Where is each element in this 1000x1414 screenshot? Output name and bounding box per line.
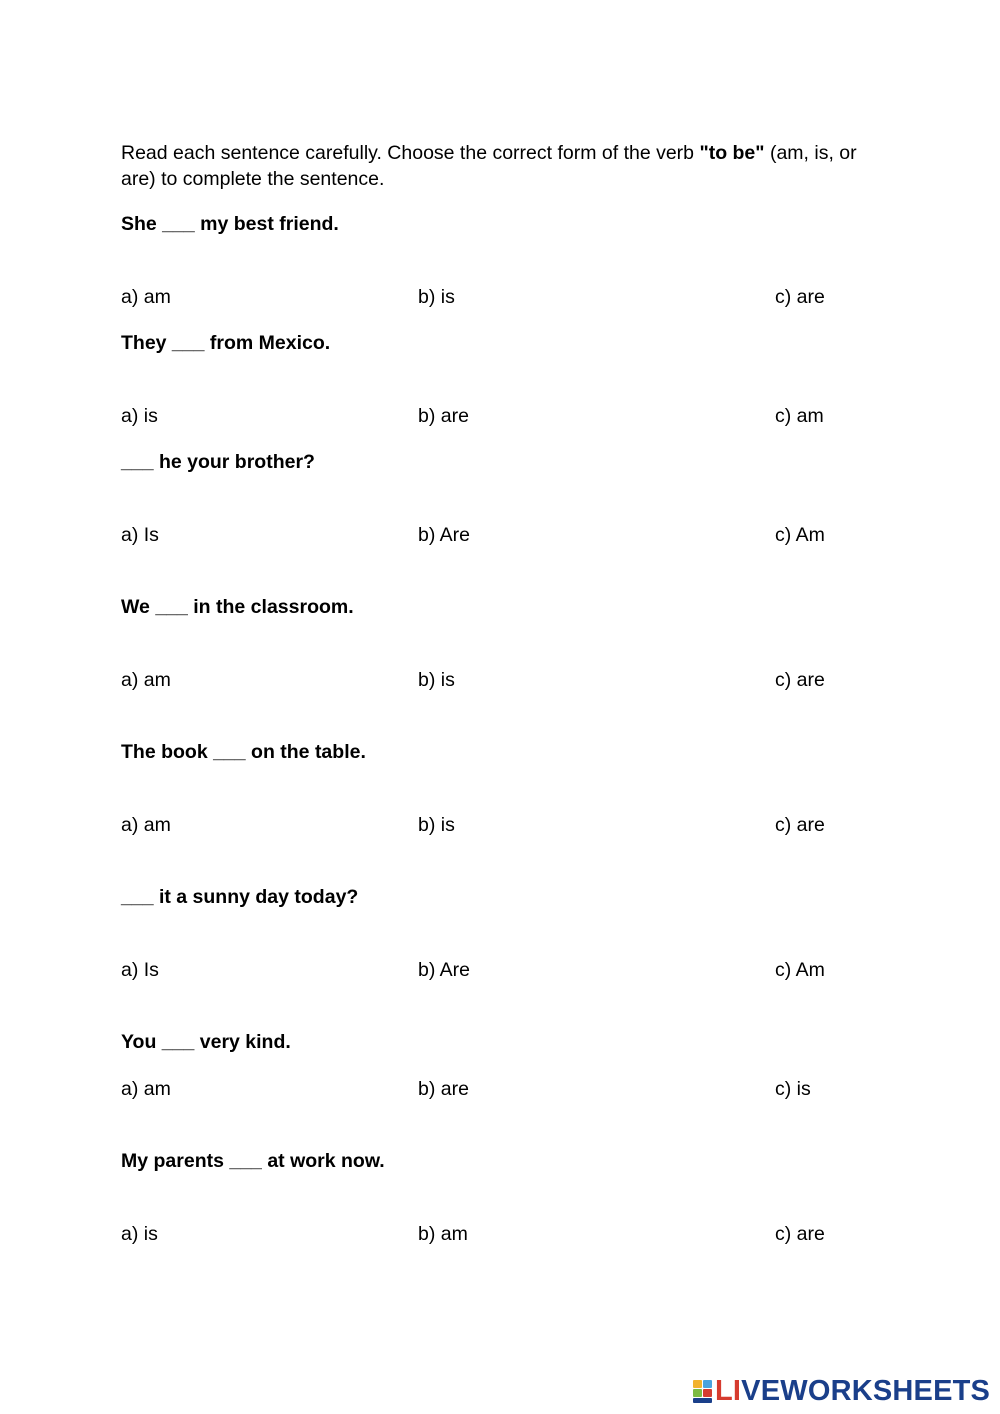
question-2: They ___ from Mexico. [121,332,331,354]
option-a[interactable]: a) is [121,405,158,427]
option-a[interactable]: a) am [121,669,171,691]
option-c[interactable]: c) Am [775,959,825,981]
option-c[interactable]: c) are [775,669,825,691]
option-a[interactable]: a) is [121,1223,158,1245]
liveworksheets-wordmark [715,1375,990,1408]
option-b[interactable]: b) are [418,405,469,427]
option-b[interactable]: b) is [418,814,455,836]
instructions [121,140,881,192]
option-b[interactable]: b) Are [418,959,471,981]
option-b[interactable]: b) Are [418,524,471,546]
option-b[interactable]: b) am [418,1223,468,1245]
option-c[interactable]: c) are [775,814,825,836]
option-a[interactable]: a) am [121,286,171,308]
option-b[interactable]: b) is [418,669,455,691]
question-8: My parents ___ at work now. [121,1150,385,1172]
option-c[interactable]: c) am [775,405,824,427]
option-a[interactable]: a) Is [121,959,159,981]
question-5: The book ___ on the table. [121,741,366,763]
option-b[interactable]: b) are [418,1078,469,1100]
option-a[interactable]: a) Is [121,524,159,546]
question-1: She ___ my best friend. [121,213,339,235]
question-6: ___ it a sunny day today? [121,886,359,908]
option-a[interactable]: a) am [121,814,171,836]
brand-prefix: LI [715,1374,742,1407]
option-a[interactable]: a) am [121,1078,171,1100]
question-3: ___ he your brother? [121,451,315,473]
option-c[interactable]: c) are [775,286,825,308]
brand-rest: VEWORKSHEETS [741,1374,991,1407]
liveworksheets-logo [693,1376,990,1406]
option-c[interactable]: c) Am [775,524,825,546]
instructions-bold: "to be" [699,142,765,164]
option-b[interactable]: b) is [418,286,455,308]
liveworksheets-icon [693,1378,713,1404]
option-c[interactable]: c) is [775,1078,811,1100]
option-c[interactable]: c) are [775,1223,825,1245]
question-7: You ___ very kind. [121,1031,291,1053]
instructions-text-end: (am, is, or are) to complete the sentence. [121,142,857,190]
instructions-text: Read each sentence carefully. Choose the correct form of the verb [121,142,700,164]
question-4: We ___ in the classroom. [121,596,354,618]
